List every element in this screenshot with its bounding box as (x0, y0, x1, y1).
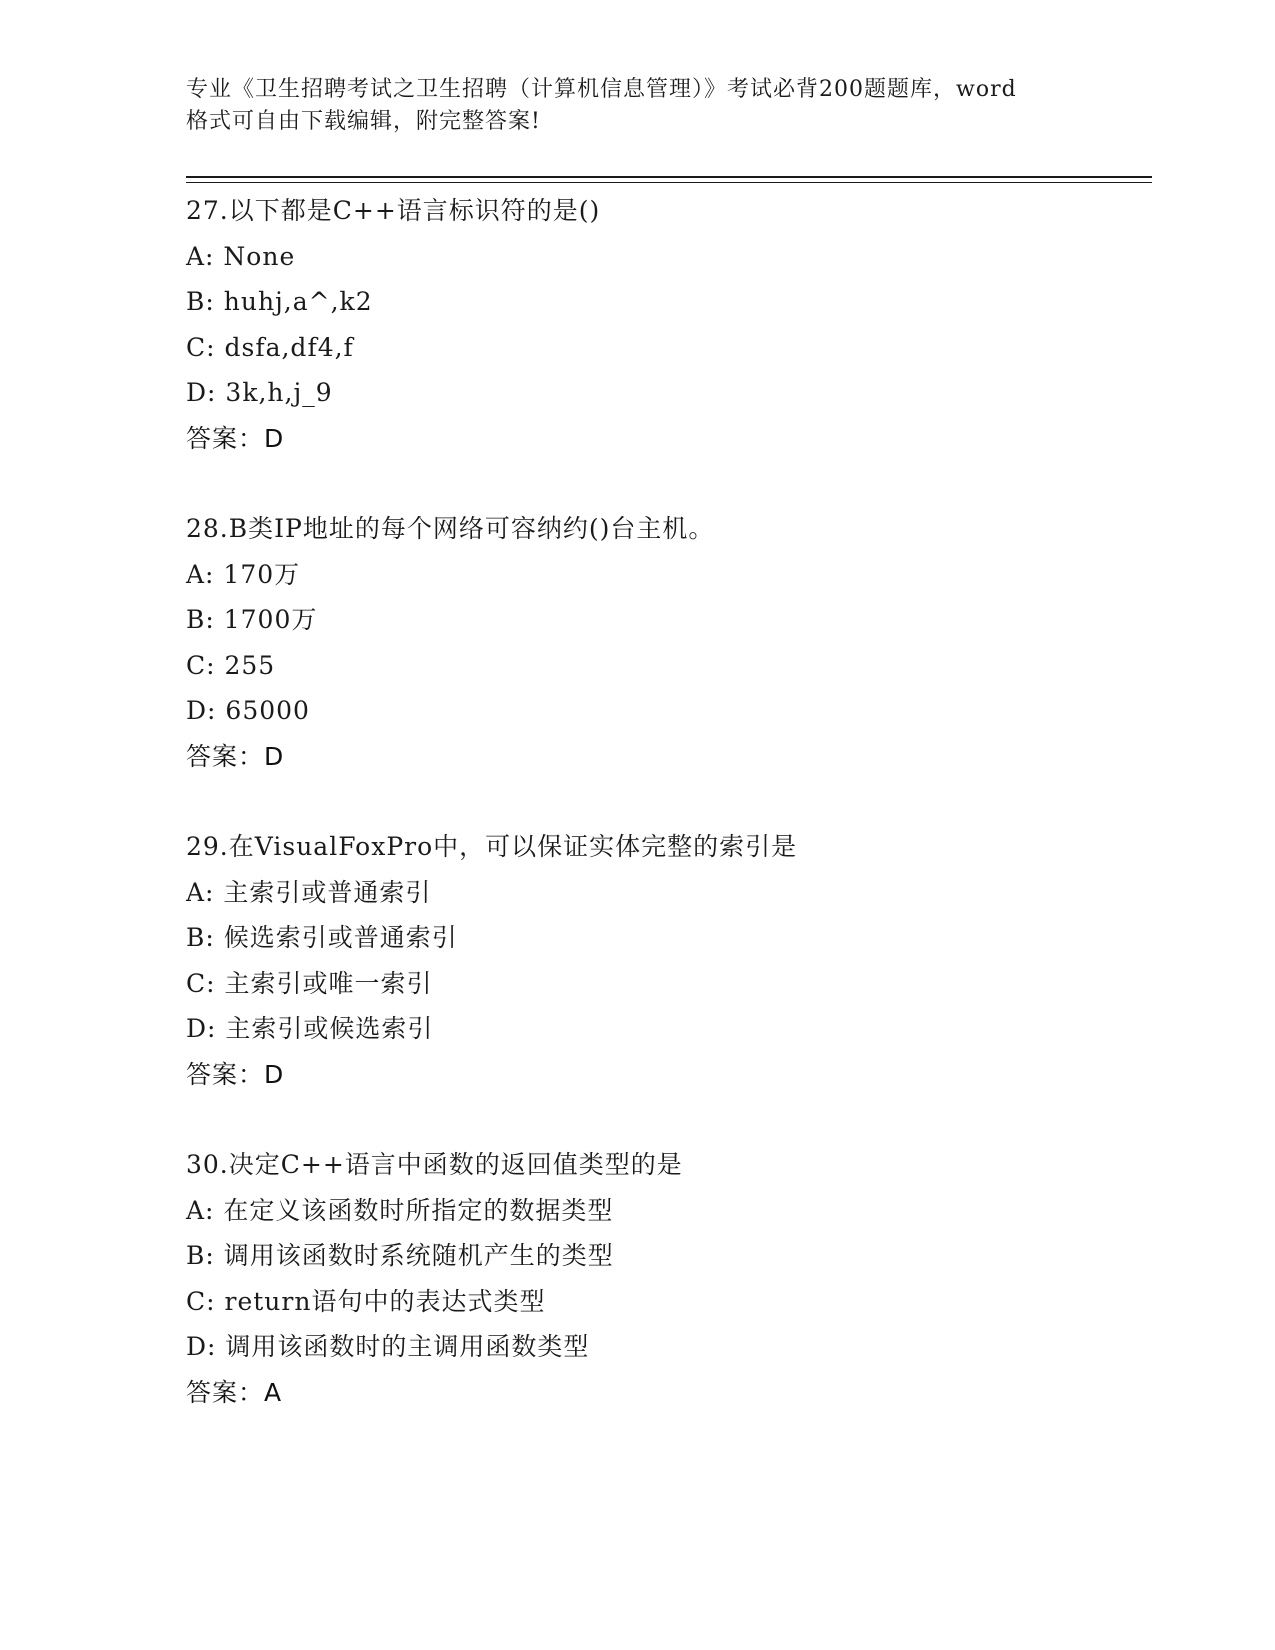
option-d: D: 3k,h,j_9 (186, 378, 333, 408)
question-title: 27.以下都是C++语言标识符的是() (186, 196, 601, 225)
option-c: C: 主索引或唯一索引 (186, 968, 433, 998)
question-title: 28.B类IP地址的每个网络可容纳约()台主机。 (186, 514, 715, 543)
option-c: C: 255 (186, 650, 276, 680)
answer-line: 答案：D (186, 423, 285, 453)
header-line-2: 格式可自由下载编辑，附完整答案! (186, 109, 541, 134)
question-block (186, 188, 1126, 462)
option-d: D: 主索引或候选索引 (186, 1014, 434, 1044)
option-a: A: 在定义该函数时所指定的数据类型 (186, 1195, 614, 1225)
option-c: C: return语句中的表达式类型 (186, 1286, 546, 1316)
answer-line: 答案：D (186, 741, 285, 771)
question-block (186, 824, 1126, 1098)
option-c: C: dsfa,df4,f (186, 332, 354, 362)
option-d: D: 调用该函数时的主调用函数类型 (186, 1332, 590, 1362)
option-d: D: 65000 (186, 696, 310, 726)
question-title: 29.在VisualFoxPro中，可以保证实体完整的索引是 (186, 832, 798, 861)
header-divider-thin (186, 182, 1152, 183)
option-a: A: None (186, 241, 296, 271)
option-b: B: huhj,a^,k2 (186, 287, 373, 317)
question-block (186, 1142, 1126, 1416)
answer-line: 答案：A (186, 1377, 283, 1407)
option-b: B: 1700万 (186, 605, 318, 635)
option-b: B: 调用该函数时系统随机产生的类型 (186, 1241, 614, 1271)
question-title: 30.决定C++语言中函数的返回值类型的是 (186, 1150, 683, 1179)
option-b: B: 候选索引或普通索引 (186, 923, 458, 953)
header-line-1: 专业《卫生招聘考试之卫生招聘（计算机信息管理）》考试必背200题题库，word (186, 77, 1017, 102)
option-a: A: 170万 (186, 559, 301, 589)
answer-line: 答案：D (186, 1059, 285, 1089)
option-a: A: 主索引或普通索引 (186, 877, 432, 907)
document-header (186, 74, 1086, 138)
question-block (186, 506, 1126, 780)
header-divider-thick (186, 176, 1152, 178)
